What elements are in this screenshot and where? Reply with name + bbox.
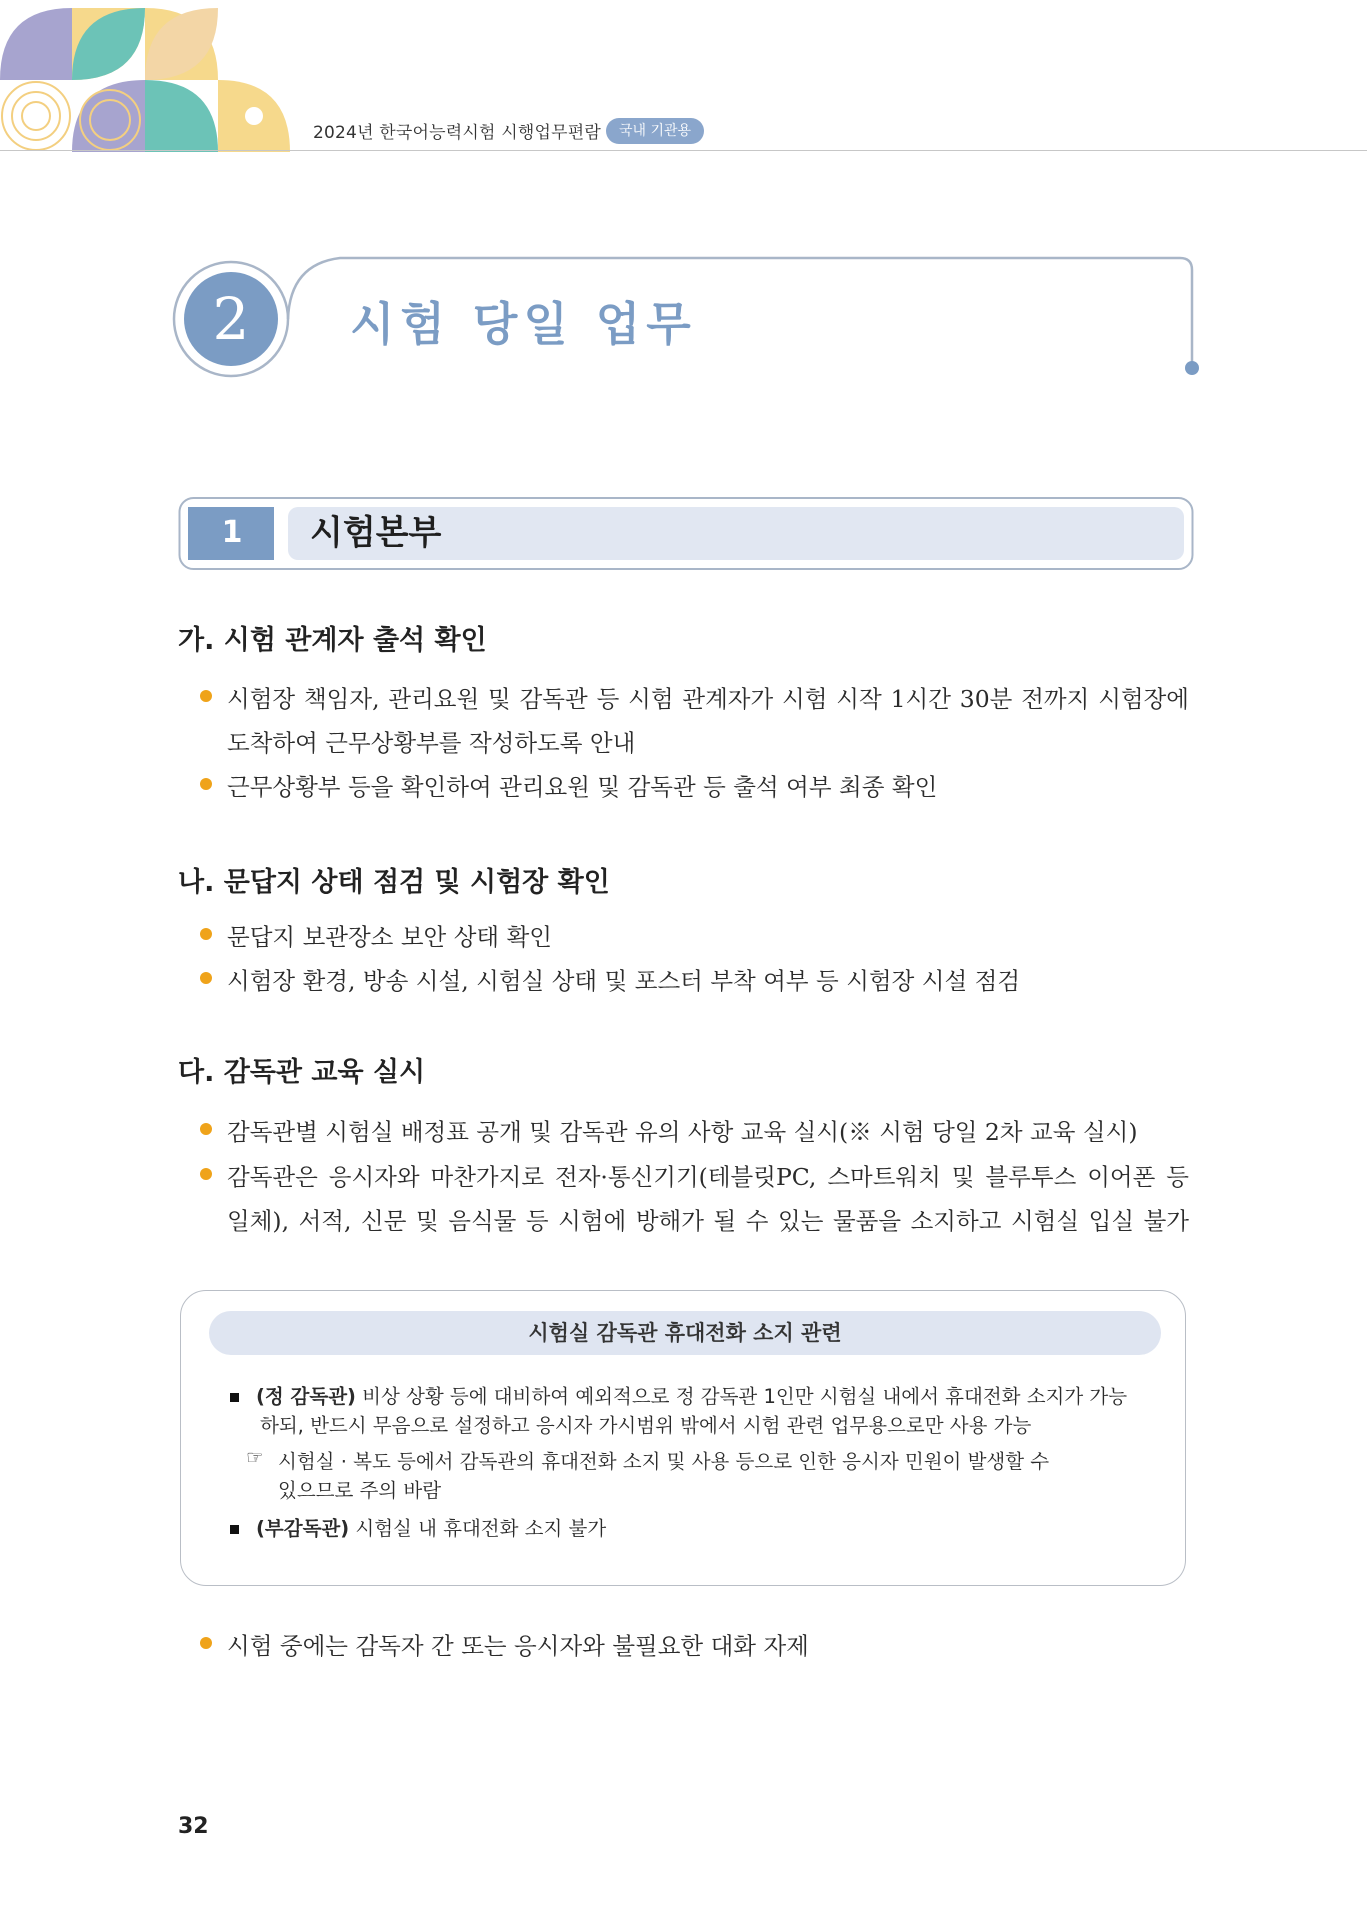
list-item-text: 문답지 보관장소 보안 상태 확인 bbox=[227, 923, 552, 951]
subsection-heading: 다. 감독관 교육 실시 bbox=[178, 1057, 426, 1088]
subsection-heading: 나. 문답지 상태 점검 및 시험장 확인 bbox=[178, 867, 610, 898]
list-item-text: 시험 중에는 감독자 간 또는 응시자와 불필요한 대화 자제 bbox=[227, 1632, 809, 1660]
section-number: 1 bbox=[221, 515, 243, 550]
note-reminder-text-continued: 있으므로 주의 바람 bbox=[278, 1479, 442, 1502]
bullet-icon bbox=[200, 1168, 212, 1180]
list-item-text-continued: 일체), 서적, 신문 및 음식물 등 시험에 방해가 될 수 있는 물품을 소지하고 시험실 입실 불가 bbox=[227, 1207, 1189, 1235]
bullet-icon bbox=[200, 1123, 212, 1135]
note-item-text-continued: 하되, 반드시 무음으로 설정하고 응시자 가시범위 밖에서 시험 관련 업무용으로만 사용 가능 bbox=[260, 1414, 1032, 1437]
list-item-text: 감독관은 응시자와 마찬가지로 전자·통신기기(테블릿PC, 스마트워치 및 블루투스 이어폰 등 bbox=[227, 1163, 1189, 1191]
list-item-text-continued: 도착하여 근무상황부를 작성하도록 안내 bbox=[227, 729, 636, 757]
note-item-text: 비상 상황 등에 대비하여 예외적으로 정 감독관 1인만 시험실 내에서 휴대전화 소지가 가능 bbox=[355, 1385, 1128, 1408]
list-item-text: 근무상황부 등을 확인하여 관리요원 및 감독관 등 출석 여부 최종 확인 bbox=[227, 773, 938, 801]
bullet-icon bbox=[200, 972, 212, 984]
geometric-pattern bbox=[0, 0, 290, 152]
pointing-hand-icon: ☞ bbox=[246, 1446, 264, 1469]
note-box-title: 시험실 감독관 휴대전화 소지 관련 bbox=[209, 1311, 1161, 1355]
bullet-icon bbox=[200, 690, 212, 702]
header-badge: 국내 기관용 bbox=[606, 118, 704, 144]
list-item-text: 시험장 환경, 방송 시설, 시험실 상태 및 포스터 부착 여부 등 시험장 시설 점검 bbox=[227, 967, 1021, 995]
bullet-icon bbox=[200, 1637, 212, 1649]
header-decoration bbox=[0, 0, 300, 152]
chapter-title: 시험 당일 업무 bbox=[350, 297, 697, 351]
note-item-text: 시험실 내 휴대전화 소지 불가 bbox=[349, 1517, 607, 1540]
square-bullet-icon bbox=[230, 1525, 239, 1534]
note-reminder-text: 시험실 · 복도 등에서 감독관의 휴대전화 소지 및 사용 등으로 인한 응시자 민원이 발생할 수 bbox=[278, 1450, 1050, 1473]
page-number: 32 bbox=[178, 1814, 209, 1839]
note-item-label: (부감독관) bbox=[256, 1517, 350, 1540]
bullet-icon bbox=[200, 778, 212, 790]
list-item-text: 감독관별 시험실 배정표 공개 및 감독관 유의 사항 교육 실시(※ 시험 당일 2차 교육 실시) bbox=[227, 1118, 1138, 1146]
note-item-secondary bbox=[256, 1513, 606, 1541]
section-title: 시험본부 bbox=[310, 513, 442, 553]
list-item-text: 시험장 책임자, 관리요원 및 감독관 등 시험 관계자가 시험 시작 1시간 30분 전까지 시험장에 bbox=[227, 685, 1189, 713]
header-divider bbox=[0, 150, 1367, 151]
square-bullet-icon bbox=[230, 1393, 239, 1402]
chapter-number: 2 bbox=[212, 285, 250, 353]
header-title: 2024년 한국어능력시험 시행업무편람 bbox=[313, 123, 601, 143]
note-item-label: (정 감독관) bbox=[256, 1385, 356, 1408]
subsection-heading: 가. 시험 관계자 출석 확인 bbox=[178, 625, 487, 656]
bullet-icon bbox=[200, 928, 212, 940]
note-item-primary bbox=[256, 1381, 1127, 1409]
